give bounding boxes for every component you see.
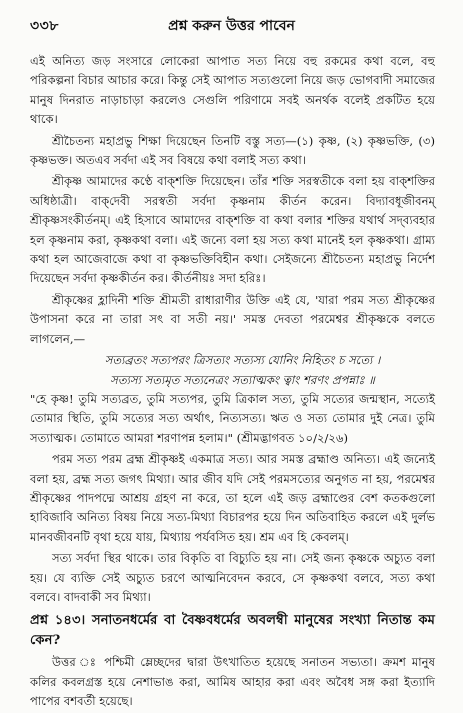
answer-paragraph: উত্তর ঃ পশ্চিমী ম্লেচ্ছদের দ্বারা উৎখাতিত হয়েছে সনাতন সভ্যতা। ক্রমশ মানুষ কলির কবলগ্রস্ত হয়ে নেশাভাঙ করা, আমিষ আহার করা এবং অবৈধ সঙ্গ করা ইত্যাদি পাপের বশবর্তী হয়েছে। <box>30 655 435 709</box>
page-number: ৩৩৮ <box>30 18 59 34</box>
sanskrit-verse-line-2: সত্যস্য সত্যমৃত সত্যনেত্রং সত্যাত্মকং ত্বাং শরণং প্রপন্নাঃ ॥ <box>110 372 375 387</box>
paragraph-intro: এই অনিত্য জড় সংসারে লোকেরা আপাত সত্য নিয়ে বহু রকমের কথা বলে, বহু পরিকল্পনা বিচার আচার করে। কিন্তু সেই আপাত সত্যগুলো নিয়ে জড় ভোগবাদী সমাজের মানুষ দিনরাত নাড়াচাড়া করলেও সেগুলি পরিণামে সবই অনর্থক বলেই প্রকটিত হয়ে থাকে। <box>30 54 435 127</box>
paragraph-absolute-truth: পরম সত্য পরম ব্রহ্ম শ্রীকৃষ্ণই একমাত্র সত্য। আর সমস্ত ব্রহ্মাণ্ড অনিত্য। এই জন্যেই বলা হয়, ব্রহ্ম সত্য জগৎ মিথ্যা। আর জীব যদি সেই পরমসত্যের অনুগত না হয়, পরমেশ্বর শ্রীকৃষ্ণের পাদপদ্মে আশ্রয় গ্রহণ না করে, তা হলে এই জড় ব্রহ্মাণ্ডের বেশ কতকগুলো হাবিজাবি অনিত্য বিষয় নিয়ে সত্য-মিথ্যা বিচারপর হয়ে দিন অতিবাহিত করলে এই দুর্লভ মানবজীবনটি বৃথা হয়ে যায়, মিথ্যায় পর্যবসিত হয়। শ্রম এব হি কেবলম্। <box>30 452 435 544</box>
verse-translation: "হে কৃষ্ণ! তুমি সত্যব্রত, তুমি সত্যপর, তুমি ত্রিকাল সত্য, তুমি সত্যের জন্মস্থান, সত্যেই তোমার স্থিতি, তুমি সত্যের সত্য অর্থাৎ, নিত্যসত্য। ঋত ও সত্য তোমার দুই নেত্র। তুমি সত্যাত্মক। তোমাতে আমরা শরণাপন্ন হলাম।" (শ্রীমদ্ভাগবত ১০/২/২৬) <box>30 391 435 445</box>
paragraph-achyuta: সত্য সর্বদা স্থির থাকে। তার বিকৃতি বা বিচ্যুতি হয় না। সেই জন্য কৃষ্ণকে অচ্যুত বলা হয়। যে ব্যক্তি সেই অচ্যুত চরণে আত্মনিবেদন করবে, সে কৃষ্ণকথা বলবে, সত্য কথা বলবে। বাদবাকী সব মিথ্যা। <box>30 551 435 604</box>
paragraph-three-truths: শ্রীচৈতন্য মহাপ্রভু শিক্ষা দিয়েছেন তিনটি বস্তু সত্য—(১) কৃষ্ণ, (২) কৃষ্ণভক্তি, (৩) কৃষ্ণভক্ত। অতএব সর্বদা এই সব বিষয়ে কথা বলাই সত্য কথা। <box>30 133 435 168</box>
sanskrit-verse-line-1: সত্যব্রতং সত্যপরং ত্রিসত্যং সত্যস্য যোনিং নিহিতং চ সত্যে । <box>104 353 381 368</box>
paragraph-speech-power: শ্রীকৃষ্ণ আমাদের কণ্ঠে বাক্‌শক্তি দিয়েছেন। তাঁর শক্তি সরস্বতীকে বলা হয় বাক্‌শক্তির অধিষ্ঠাত্রী। বাক্‌দেবী সরস্বতী সর্বদা কৃষ্ণনাম কীর্তন করেন। বিদ্যাবধূজীবনম্ শ্রীকৃষ্ণসংকীর্তনম্। এই হিসাবে আমাদের বাক্‌শক্তি বা কথা বলার শক্তির যথার্থ সদ্‌ব্যবহার হল কৃষ্ণনাম করা, কৃষ্ণকথা বলা। এই জন্যে বলা হয় সত্য কথা মানেই হল কৃষ্ণকথা। গ্রাম্য কথা হল আজেবাজে কথা বা কৃষ্ণভক্তিবিহীন কথা। সেইজন্যে শ্রীচৈতন্য মহাপ্রভু নির্দেশ দিয়েছেন সর্বদা কৃষ্ণকীর্তন কর। কীর্তনীয়ঃ সদা হরিঃ। <box>30 174 435 286</box>
body-text <box>30 52 435 714</box>
running-title: প্রশ্ন করুন উত্তর পাবেন <box>168 18 295 34</box>
paragraph-radharani-quote: শ্রীকৃষ্ণের হ্লাদিনী শক্তি শ্রীমতী রাধারাণীর উক্তি এই যে, 'যারা পরম সত্য শ্রীকৃষ্ণের উপাসনা করে না তারা সৎ বা সতী নয়।' সমস্ত দেবতা পরমেশ্বর শ্রীকৃষ্ণকে বলতে লাগলেন,— <box>30 292 435 346</box>
page-header <box>30 14 433 36</box>
question-heading: প্রশ্ন ১৪৩। সনাতনধর্মের বা বৈষ্ণবধর্মের অবলম্বী মানুষের সংখ্যা নিতান্ত কম কেন? <box>30 613 435 649</box>
